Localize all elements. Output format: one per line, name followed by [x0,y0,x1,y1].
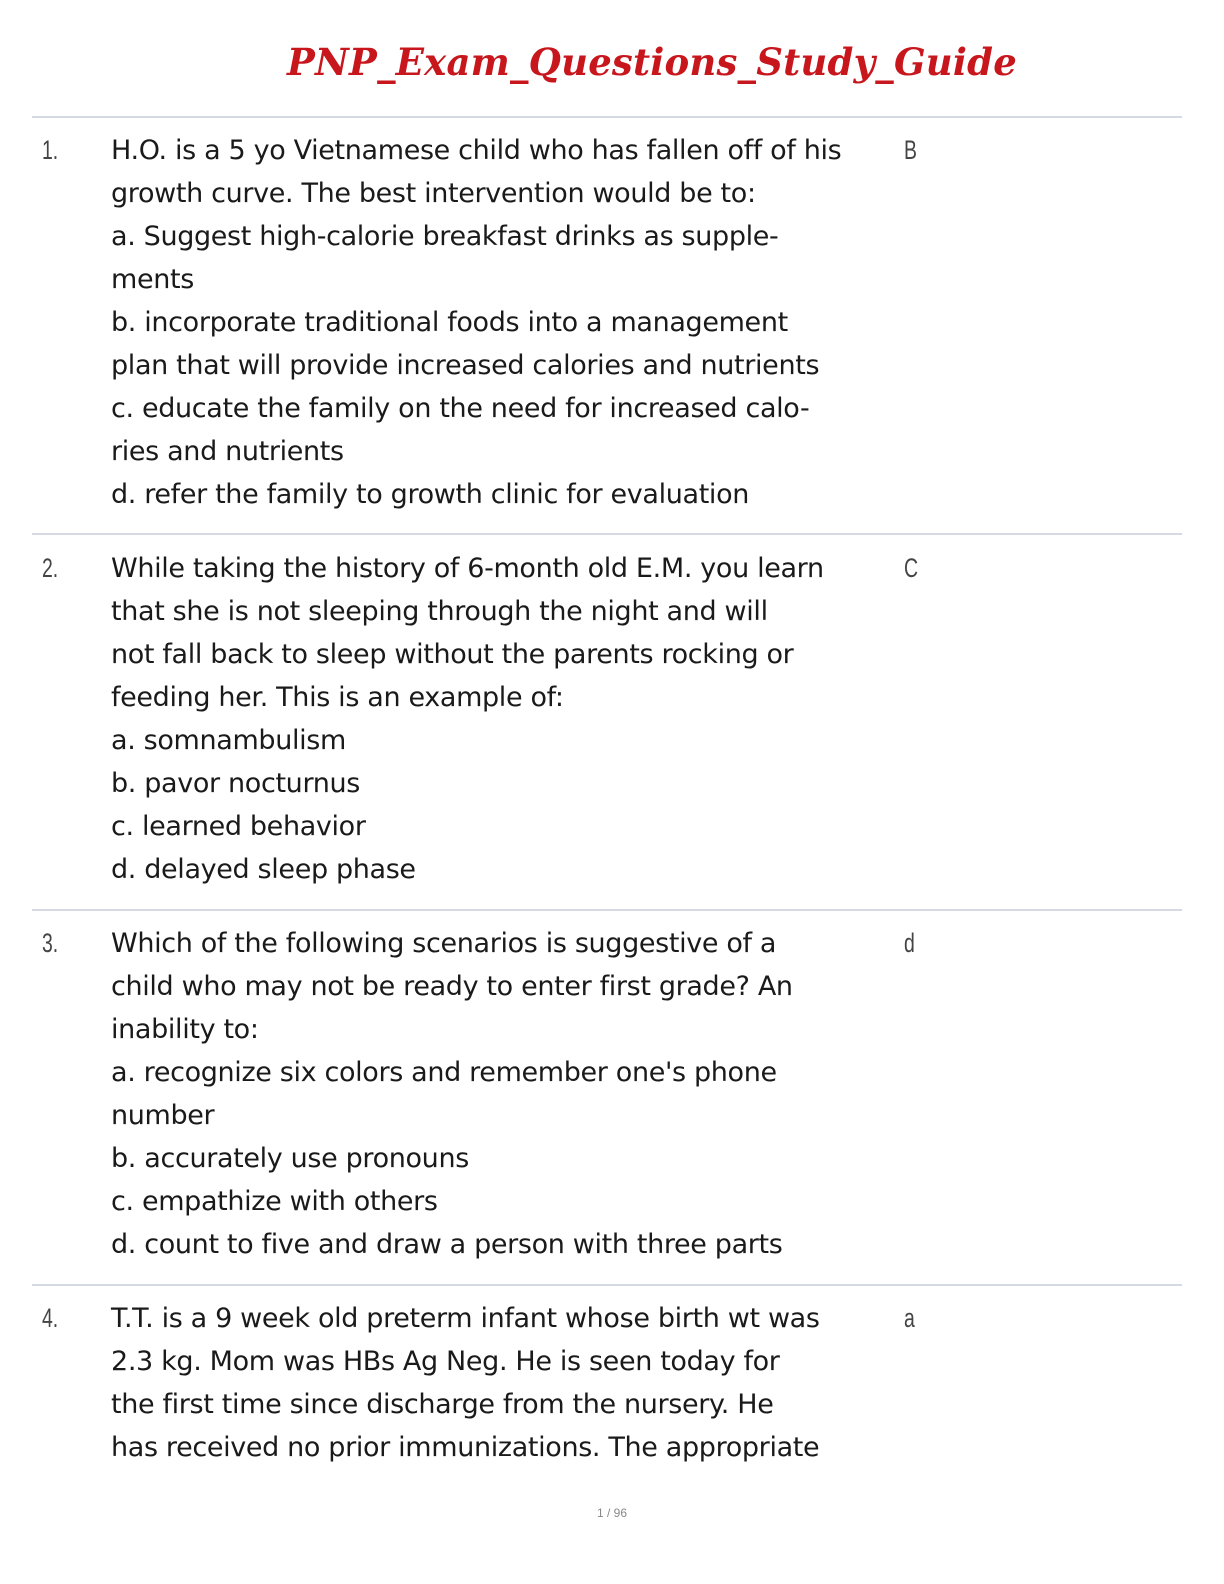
option-line: number [111,1100,215,1131]
option-line: ries and nutrients [111,436,344,467]
question-line: growth curve. The best intervention would be to: [111,178,756,209]
divider [32,909,1182,911]
question-line: child who may not be ready to enter first grade? An [111,971,793,1002]
option-line: d. count to five and draw a person with three parts [111,1229,783,1260]
document-title: PNP_Exam_Questions_Study_Guide [287,40,1017,84]
option-line: b. accurately use pronouns [111,1143,469,1174]
question-line: the first time since discharge from the nursery. He [111,1389,774,1420]
option-line: a. somnambulism [111,725,346,756]
question-line: While taking the history of 6-month old E.M. you learn [111,553,824,584]
answer-key: d [904,928,915,958]
question-number: 2. [42,553,59,583]
option-line: b. incorporate traditional foods into a management [111,307,788,338]
divider [32,116,1182,118]
question-line: 2.3 kg. Mom was HBs Ag Neg. He is seen today for [111,1346,780,1377]
option-line: c. learned behavior [111,811,366,842]
question-line: that she is not sleeping through the night and will [111,596,768,627]
page-number: 1 / 96 [596,1506,628,1520]
answer-key: B [904,135,917,165]
question-line: T.T. is a 9 week old preterm infant whose birth wt was [111,1303,820,1334]
question-text [111,1297,901,1469]
question-line: H.O. is a 5 yo Vietnamese child who has fallen off of his [111,135,842,166]
option-line: c. educate the family on the need for increased calo- [111,393,810,424]
option-line: b. pavor nocturnus [111,768,360,799]
divider [32,1284,1182,1286]
question-line: has received no prior immunizations. The appropriate [111,1432,820,1463]
answer-key: a [904,1303,915,1333]
option-line: ments [111,264,194,295]
question-line: inability to: [111,1014,259,1045]
question-line: feeding her. This is an example of: [111,682,564,713]
option-line: c. empathize with others [111,1186,438,1217]
option-line: a. Suggest high-calorie breakfast drinks as supple- [111,221,779,252]
answer-key: C [904,553,919,583]
question-text [111,922,901,1266]
question-line: not fall back to sleep without the parents rocking or [111,639,794,670]
option-line: a. recognize six colors and remember one's phone [111,1057,777,1088]
question-number: 1. [42,135,59,165]
option-line: d. delayed sleep phase [111,854,416,885]
question-text [111,547,901,891]
divider [32,533,1182,535]
question-number: 3. [42,928,59,958]
question-number: 4. [42,1303,59,1333]
question-line: Which of the following scenarios is suggestive of a [111,928,777,959]
option-line: plan that will provide increased calories and nutrients [111,350,820,381]
question-text [111,129,901,516]
option-line: d. refer the family to growth clinic for evaluation [111,479,750,510]
